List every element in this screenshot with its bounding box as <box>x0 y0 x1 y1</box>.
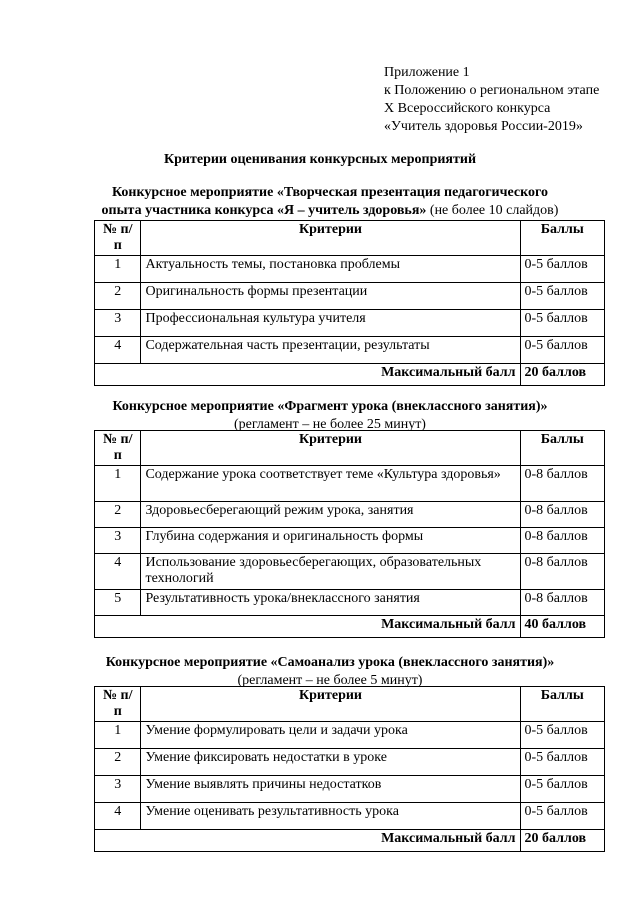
section-title <box>100 184 560 220</box>
row-criterion: Здоровьесберегающий режим урока, занятия <box>141 502 520 528</box>
row-num: 2 <box>95 502 141 528</box>
row-criterion: Умение оценивать результативность урока <box>141 803 520 830</box>
row-score: 0-5 баллов <box>520 749 604 776</box>
header-num: № п/п <box>95 221 141 256</box>
row-num: 3 <box>95 310 141 337</box>
row-criterion: Использование здоровьесберегающих, образовательных технологий <box>141 554 520 590</box>
row-score: 0-5 баллов <box>520 776 604 803</box>
row-score: 0-8 баллов <box>520 528 604 554</box>
appendix-line: к Положению о региональном этапе <box>384 83 600 98</box>
appendix-line: X Всероссийского конкурса <box>384 101 551 116</box>
section-title-bold: Конкурсное мероприятие «Фрагмент урока (внеклассного занятия)» <box>112 399 548 414</box>
row-criterion: Содержание урока соответствует теме «Культура здоровья» <box>141 466 520 502</box>
row-num: 1 <box>95 466 141 502</box>
row-criterion: Содержательная часть презентации, результаты <box>141 337 520 364</box>
table-header-row <box>95 687 605 722</box>
row-num: 3 <box>95 528 141 554</box>
row-score: 0-5 баллов <box>520 256 604 283</box>
row-score: 0-5 баллов <box>520 283 604 310</box>
table-row <box>95 776 605 803</box>
appendix-line: Приложение 1 <box>384 65 470 80</box>
row-criterion: Умение фиксировать недостатки в уроке <box>141 749 520 776</box>
criteria-table <box>94 430 605 638</box>
row-score: 0-8 баллов <box>520 466 604 502</box>
header-criteria: Критерии <box>141 431 520 466</box>
criteria-table <box>94 220 605 386</box>
header-num: № п/п <box>95 431 141 466</box>
table-row <box>95 722 605 749</box>
header-score: Баллы <box>520 431 604 466</box>
header-num: № п/п <box>95 687 141 722</box>
row-num: 4 <box>95 554 141 590</box>
max-score-label: Максимальный балл <box>95 830 521 852</box>
header-criteria: Критерии <box>141 221 520 256</box>
table-header-row <box>95 221 605 256</box>
criteria-table <box>94 686 605 852</box>
max-score-label: Максимальный балл <box>95 364 521 386</box>
max-score-label: Максимальный балл <box>95 616 521 638</box>
table-row <box>95 310 605 337</box>
row-score: 0-8 баллов <box>520 554 604 590</box>
max-score-value: 40 баллов <box>520 616 604 638</box>
row-num: 1 <box>95 722 141 749</box>
max-score-row <box>95 616 605 638</box>
table-row <box>95 256 605 283</box>
row-criterion: Умение выявлять причины недостатков <box>141 776 520 803</box>
row-criterion: Профессиональная культура учителя <box>141 310 520 337</box>
table-row <box>95 466 605 502</box>
appendix-line: «Учитель здоровья России-2019» <box>384 119 583 134</box>
row-score: 0-5 баллов <box>520 337 604 364</box>
header-score: Баллы <box>520 687 604 722</box>
max-score-row <box>95 830 605 852</box>
row-criterion: Умение формулировать цели и задачи урока <box>141 722 520 749</box>
section-title-bold: Конкурсное мероприятие «Творческая презентация педагогического опыта участника конкурса «Я – учитель здоровья» <box>101 185 549 218</box>
table-row <box>95 590 605 616</box>
section-title-regular: (регламент – не более 5 минут) <box>237 673 423 688</box>
header-score: Баллы <box>520 221 604 256</box>
section-title <box>100 398 560 434</box>
table-row <box>95 502 605 528</box>
max-score-value: 20 баллов <box>520 364 604 386</box>
table-row <box>95 803 605 830</box>
section-title-regular: (регламент – не более 25 минут) <box>234 417 426 432</box>
max-score-value: 20 баллов <box>520 830 604 852</box>
section-title-bold: Конкурсное мероприятие «Самоанализ урока (внеклассного занятия)» <box>105 655 555 670</box>
row-criterion: Результативность урока/внеклассного занятия <box>141 590 520 616</box>
row-num: 4 <box>95 803 141 830</box>
row-num: 2 <box>95 283 141 310</box>
max-score-row <box>95 364 605 386</box>
row-criterion: Оригинальность формы презентации <box>141 283 520 310</box>
row-num: 3 <box>95 776 141 803</box>
row-score: 0-5 баллов <box>520 722 604 749</box>
table-row <box>95 283 605 310</box>
row-score: 0-5 баллов <box>520 310 604 337</box>
header-criteria: Критерии <box>141 687 520 722</box>
row-criterion: Актуальность темы, постановка проблемы <box>141 256 520 283</box>
row-criterion: Глубина содержания и оригинальность формы <box>141 528 520 554</box>
document-title: Критерии оценивания конкурсных мероприятий <box>163 152 477 167</box>
row-score: 0-8 баллов <box>520 502 604 528</box>
row-num: 1 <box>95 256 141 283</box>
row-num: 5 <box>95 590 141 616</box>
section-title-regular: (не более 10 слайдов) <box>426 203 559 218</box>
section-title <box>100 654 560 690</box>
table-row <box>95 749 605 776</box>
table-header-row <box>95 431 605 466</box>
row-num: 2 <box>95 749 141 776</box>
appendix-note <box>384 64 599 136</box>
row-score: 0-5 баллов <box>520 803 604 830</box>
table-row <box>95 554 605 590</box>
row-score: 0-8 баллов <box>520 590 604 616</box>
table-row <box>95 337 605 364</box>
row-num: 4 <box>95 337 141 364</box>
table-row <box>95 528 605 554</box>
